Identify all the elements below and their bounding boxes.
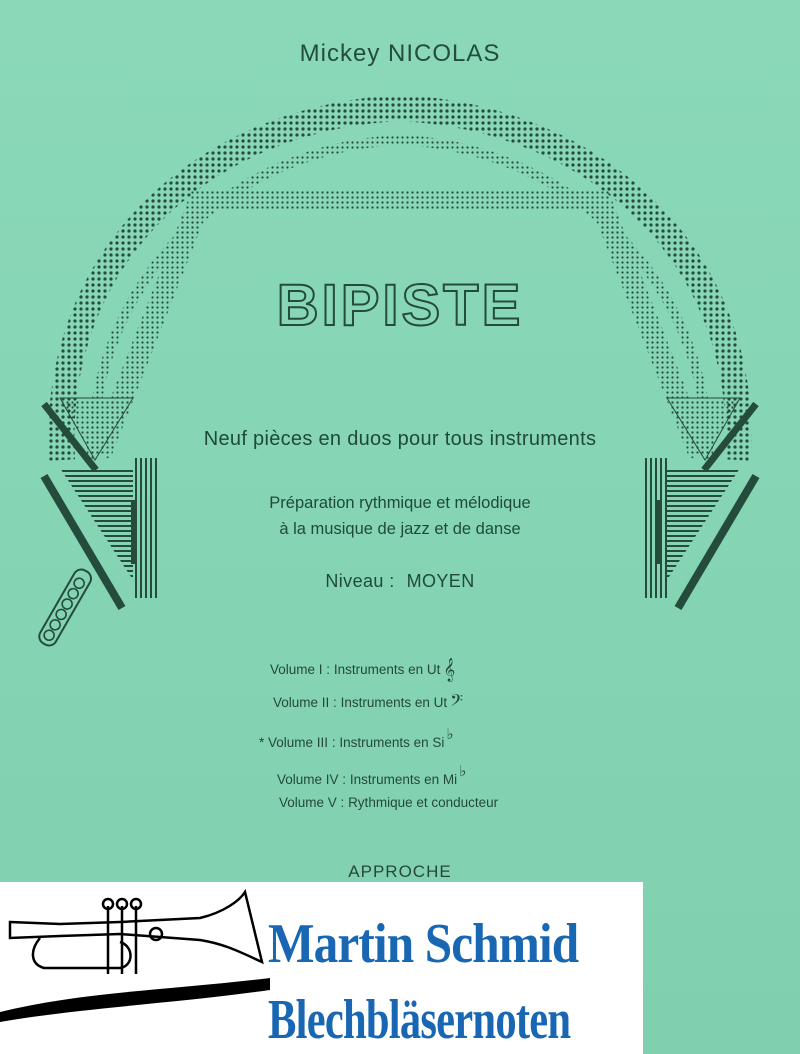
- treble-clef-icon: 𝄞: [443, 657, 456, 681]
- volume-text: Instruments en Si: [339, 735, 445, 750]
- volume-text: Instruments en Mi: [349, 772, 458, 787]
- description-line-2: à la musique de jazz et de danse: [279, 520, 521, 538]
- volume-item-4: [277, 762, 466, 787]
- level-value: MOYEN: [406, 571, 475, 591]
- volume-item-2: [273, 690, 463, 714]
- volume-number: Volume V :: [279, 795, 345, 810]
- volume-marker: *: [259, 735, 265, 750]
- trumpet-icon: [0, 882, 270, 1054]
- volume-text: Instruments en Ut: [340, 695, 448, 710]
- flat-sign-icon: ♭: [446, 725, 454, 743]
- difficulty-level: [0, 571, 800, 592]
- book-title: BIPISTE: [276, 273, 524, 338]
- volume-number: Volume I :: [270, 662, 331, 677]
- volume-item-3: [259, 725, 453, 750]
- volume-text: Instruments en Ut: [333, 662, 441, 677]
- bass-clef-icon: 𝄢: [450, 690, 463, 714]
- level-label: Niveau :: [325, 571, 395, 591]
- flat-sign-icon: ♭: [459, 762, 467, 780]
- subtitle: Neuf pièces en duos pour tous instruments: [203, 428, 597, 450]
- volume-item-5: [279, 795, 498, 810]
- volume-number: Volume IV :: [277, 772, 347, 787]
- author-name: Mickey NICOLAS: [299, 40, 501, 67]
- volume-text: Rythmique et conducteur: [348, 795, 499, 810]
- volume-number: Volume III :: [268, 735, 336, 750]
- watermark-line-1: Martin Schmid: [268, 913, 579, 975]
- description-line-1: Préparation rythmique et mélodique: [269, 494, 531, 512]
- volume-number: Volume II :: [273, 695, 337, 710]
- volume-item-1: [270, 657, 455, 681]
- watermark-line-2: Blechbläsernoten: [268, 989, 571, 1051]
- series-name: APPROCHE: [348, 862, 452, 881]
